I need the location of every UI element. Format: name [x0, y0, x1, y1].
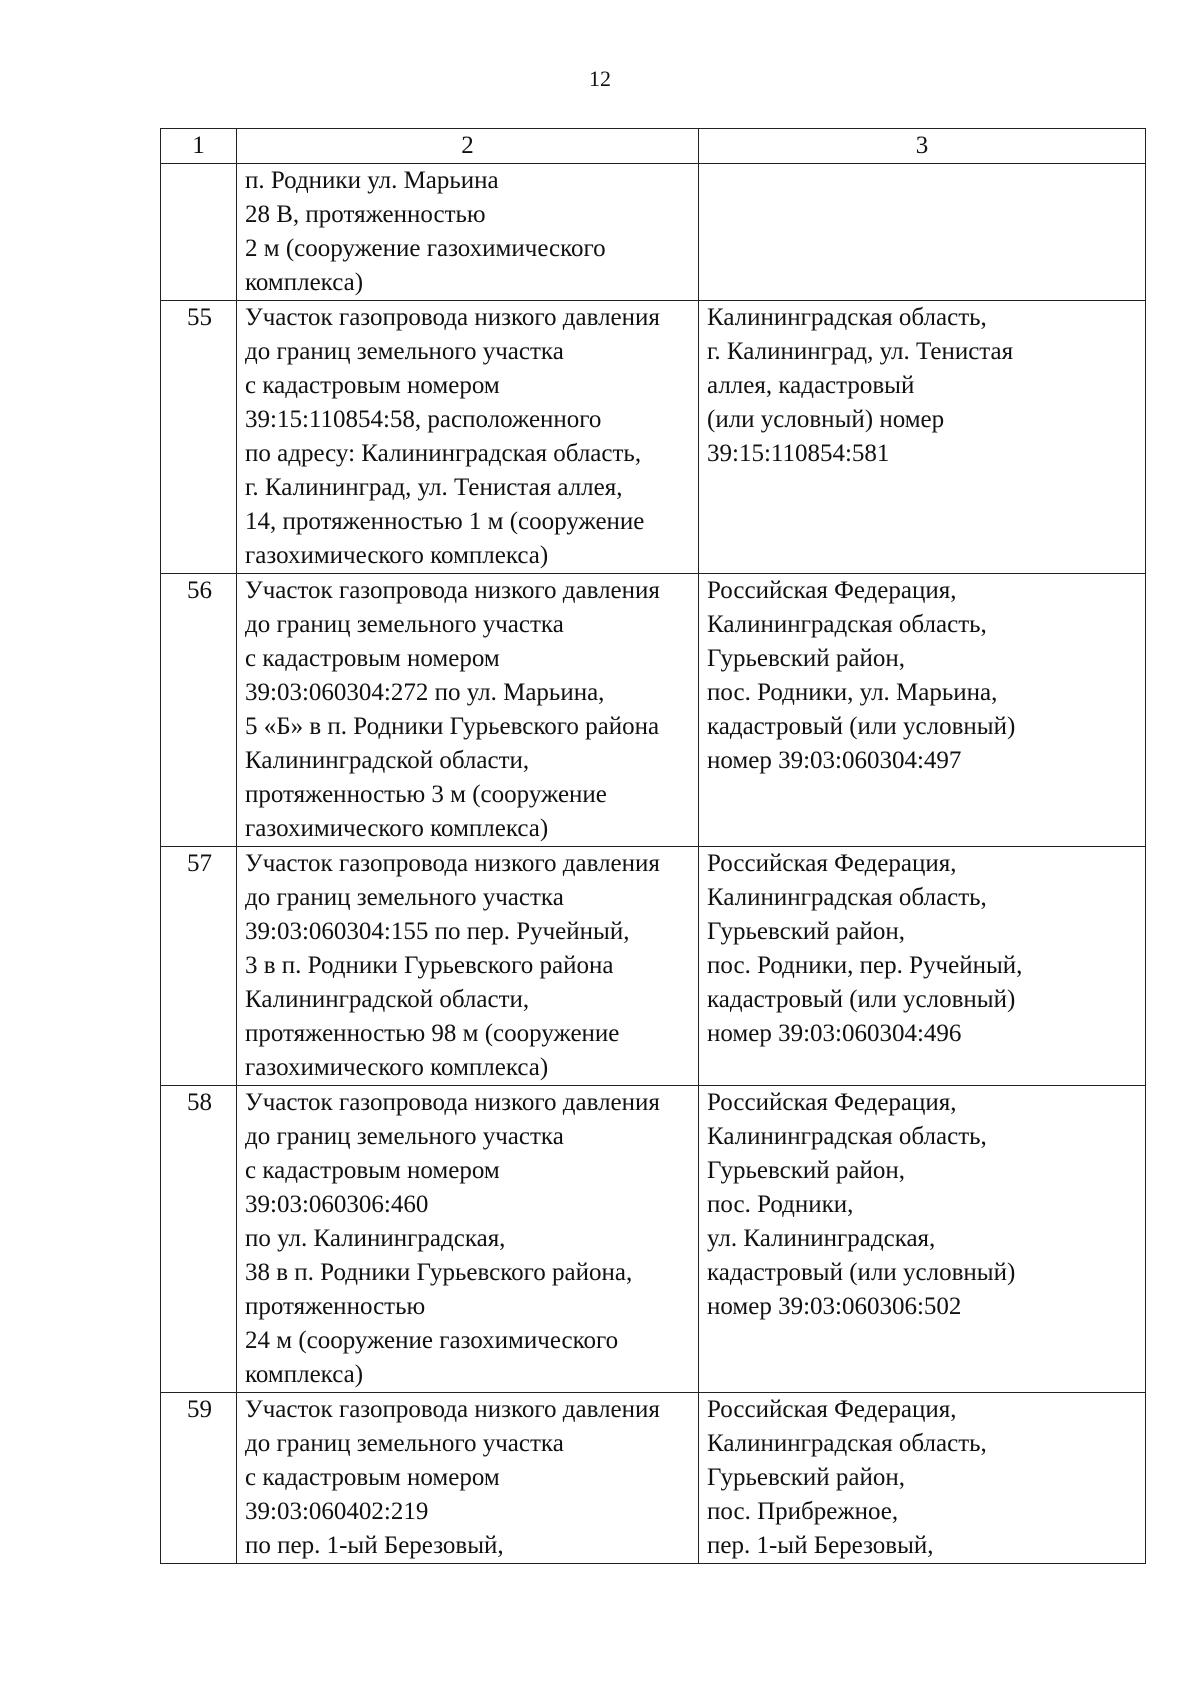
table-row	[161, 164, 1146, 301]
description-line: до границ земельного участка	[245, 611, 564, 638]
object-description-cell	[237, 164, 699, 301]
description-line: 28 В, протяженностью	[245, 201, 486, 228]
location-line: кадастровый (или условный)	[707, 713, 1016, 740]
description-line: протяженностью 98 м (сооружение	[245, 1020, 620, 1047]
location-line: номер 39:03:060306:502	[707, 1293, 962, 1320]
page-number: 12	[589, 66, 611, 91]
location-line: кадастровый (или условный)	[707, 986, 1016, 1013]
location-line: 39:15:110854:581	[707, 440, 890, 467]
description-line: до границ земельного участка	[245, 1430, 564, 1457]
column-header-number: 1	[161, 129, 237, 164]
description-line: газохимического комплекса)	[245, 815, 549, 842]
description-line: с кадастровым номером	[245, 1464, 500, 1491]
description-line: Калининградской области,	[245, 747, 530, 774]
table-row	[161, 574, 1146, 847]
table-row	[161, 1086, 1146, 1393]
description-line: Участок газопровода низкого давления	[245, 1089, 660, 1116]
location-line: номер 39:03:060304:497	[707, 747, 962, 774]
row-number: 59	[161, 1393, 237, 1564]
description-line: п. Родники ул. Марьина	[245, 167, 499, 194]
description-line: с кадастровым номером	[245, 1157, 500, 1184]
location-line: пер. 1-ый Березовый,	[707, 1532, 934, 1559]
object-description-cell	[237, 301, 699, 574]
description-line: 38 в п. Родники Гурьевского района,	[245, 1259, 633, 1286]
description-line: до границ земельного участка	[245, 1123, 564, 1150]
table-body	[161, 164, 1146, 1564]
row-number: 55	[161, 301, 237, 574]
description-line: 24 м (сооружение газохимического	[245, 1327, 619, 1354]
description-line: комплекса)	[245, 1361, 364, 1388]
description-line: 39:15:110854:58, расположенного	[245, 406, 602, 433]
location-line: Калининградская область,	[707, 1430, 987, 1457]
location-line: Калининградская область,	[707, 1123, 987, 1150]
description-line: с кадастровым номером	[245, 645, 500, 672]
description-line: 39:03:060306:460	[245, 1191, 429, 1218]
description-line: г. Калининград, ул. Тенистая аллея,	[245, 474, 623, 501]
description-line: Участок газопровода низкого давления	[245, 850, 660, 877]
location-line: пос. Родники, пер. Ручейный,	[707, 952, 1023, 979]
location-line: Российская Федерация,	[707, 850, 957, 877]
description-line: 14, протяженностью 1 м (сооружение	[245, 508, 645, 535]
description-line: комплекса)	[245, 269, 364, 296]
object-location-cell	[699, 1086, 1146, 1393]
location-line: Гурьевский район,	[707, 918, 906, 945]
registry-table	[160, 128, 1146, 1564]
table-row	[161, 301, 1146, 574]
location-line: (или условный) номер	[707, 406, 945, 433]
location-line: ул. Калининградская,	[707, 1225, 936, 1252]
description-line: до границ земельного участка	[245, 338, 564, 365]
object-location-cell	[699, 847, 1146, 1086]
description-line: по адресу: Калининградская область,	[245, 440, 642, 467]
location-line: пос. Прибрежное,	[707, 1498, 899, 1525]
description-line: 2 м (сооружение газохимического	[245, 235, 606, 262]
description-line: Участок газопровода низкого давления	[245, 1396, 660, 1423]
description-line: газохимического комплекса)	[245, 542, 549, 569]
location-line: пос. Родники, ул. Марьина,	[707, 679, 998, 706]
description-line: 5 «Б» в п. Родники Гурьевского района	[245, 713, 660, 740]
column-header-location: 3	[699, 129, 1146, 164]
table-header-row	[161, 129, 1146, 164]
description-line: газохимического комплекса)	[245, 1054, 549, 1081]
location-line: пос. Родники,	[707, 1191, 854, 1218]
column-header-description: 2	[237, 129, 699, 164]
description-line: 3 в п. Родники Гурьевского района	[245, 952, 614, 979]
location-line: номер 39:03:060304:496	[707, 1020, 962, 1047]
object-description-cell	[237, 1086, 699, 1393]
object-description-cell	[237, 574, 699, 847]
location-line: кадастровый (или условный)	[707, 1259, 1016, 1286]
description-line: 39:03:060304:155 по пер. Ручейный,	[245, 918, 630, 945]
description-line: 39:03:060402:219	[245, 1498, 429, 1525]
row-number: 56	[161, 574, 237, 847]
object-location-cell	[699, 574, 1146, 847]
location-line: Калининградская область,	[707, 884, 987, 911]
row-number	[161, 164, 237, 301]
location-line: Российская Федерация,	[707, 577, 957, 604]
description-line: Участок газопровода низкого давления	[245, 304, 660, 331]
object-description-cell	[237, 1393, 699, 1564]
location-line: Калининградская область,	[707, 611, 987, 638]
row-number: 57	[161, 847, 237, 1086]
table-row	[161, 1393, 1146, 1564]
description-line: 39:03:060304:272 по ул. Марьина,	[245, 679, 605, 706]
description-line: по ул. Калининградская,	[245, 1225, 506, 1252]
object-location-cell	[699, 1393, 1146, 1564]
object-location-cell	[699, 164, 1146, 301]
object-location-cell	[699, 301, 1146, 574]
description-line: по пер. 1-ый Березовый,	[245, 1532, 504, 1559]
location-line: г. Калининград, ул. Тенистая	[707, 338, 1014, 365]
location-line: Гурьевский район,	[707, 1157, 906, 1184]
description-line: Калининградской области,	[245, 986, 530, 1013]
location-line: Гурьевский район,	[707, 645, 906, 672]
row-number: 58	[161, 1086, 237, 1393]
description-line: до границ земельного участка	[245, 884, 564, 911]
description-line: Участок газопровода низкого давления	[245, 577, 660, 604]
location-line: аллея, кадастровый	[707, 372, 915, 399]
description-line: протяженностью	[245, 1293, 426, 1320]
location-line: Российская Федерация,	[707, 1396, 957, 1423]
description-line: с кадастровым номером	[245, 372, 500, 399]
object-description-cell	[237, 847, 699, 1086]
description-line: протяженностью 3 м (сооружение	[245, 781, 607, 808]
location-line: Российская Федерация,	[707, 1089, 957, 1116]
table-row	[161, 847, 1146, 1086]
location-line: Калининградская область,	[707, 304, 987, 331]
location-line: Гурьевский район,	[707, 1464, 906, 1491]
